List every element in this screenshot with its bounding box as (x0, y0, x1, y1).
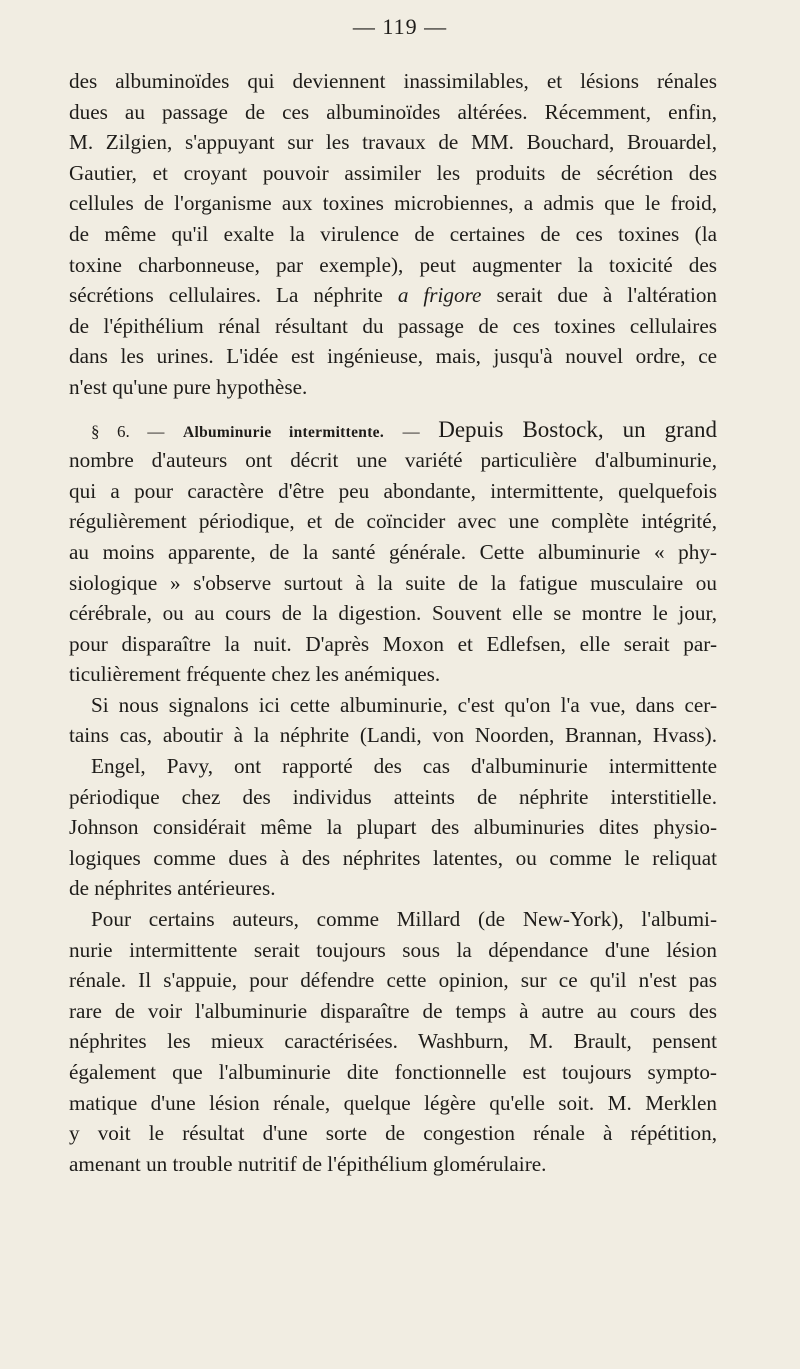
text-line: logiques comme dues à des néphrites latentes, ou comme le reliquat (69, 845, 717, 870)
text-line: matique d'une lésion rénale, quelque légère qu'elle soit. M. Merklen (69, 1090, 717, 1115)
text-line: dues au passage de ces albuminoïdes altérées. Récemment, enfin, (69, 99, 717, 124)
text-segment: serait due à l'altération (496, 283, 717, 308)
page-number: — 119 — (352, 14, 448, 39)
text-line: nurie intermittente serait toujours sous la dépendance d'une lésion (69, 937, 717, 962)
text-line: Johnson considérait même la plupart des albuminuries dites physio- (69, 815, 717, 840)
text-line: néphrites les mieux caractérisées. Washburn, M. Brault, pensent (69, 1029, 717, 1054)
text-line: pour disparaître la nuit. D'après Moxon et Edlefsen, elle serait par- (69, 631, 717, 656)
text-line: y voit le résultat d'une sorte de congestion rénale à répétition, (69, 1121, 717, 1146)
text-line: siologique » s'observe surtout à la suite de la fatigue musculaire ou (69, 570, 717, 595)
section-number: § 6. — (91, 421, 165, 441)
text-line: au moins apparente, de la santé générale. Cette albuminurie « phy- (69, 539, 717, 564)
text-line: régulièrement périodique, et de coïncider avec une complète intégrité, (69, 509, 717, 534)
text-line: de néphrites antérieures. (69, 876, 276, 901)
text-line: toxine charbonneuse, par exemple), peut augmenter la toxicité des (69, 252, 717, 277)
paragraph-4 (69, 904, 717, 1179)
text-line (69, 280, 717, 311)
text-line: Engel, Pavy, ont rapporté des cas d'albuminurie intermittente (91, 754, 717, 779)
text-line: Pour certains auteurs, comme Millard (de New-York), l'albumi- (91, 907, 717, 932)
text-line: périodique chez des individus atteints de néphrite interstitielle. (69, 784, 717, 809)
text-line: n'est qu'une pure hypothèse. (69, 374, 308, 399)
text-line: tains cas, aboutir à la néphrite (Landi, von Noorden, Brannan, Hvass). (69, 723, 717, 748)
text-line: rare de voir l'albuminurie disparaître de temps à autre au cours des (69, 998, 717, 1023)
section-6 (69, 415, 717, 690)
latin-term: a frigore (397, 283, 482, 308)
text-line: cellules de l'organisme aux toxines microbiennes, a admis que le froid, (69, 191, 717, 216)
text-line: dans les urines. L'idée est ingénieuse, mais, jusqu'à nouvel ordre, ce (69, 344, 717, 369)
body-text (69, 66, 717, 1179)
text-segment: Depuis Bostock, un grand (438, 416, 717, 442)
section-heading-line (69, 415, 717, 446)
text-line: Si nous signalons ici cette albuminurie, c'est qu'on l'a vue, dans cer- (91, 692, 717, 717)
text-line: qui a pour caractère d'être peu abondante, intermittente, quelquefois (69, 478, 717, 503)
text-segment: sécrétions cellulaires. La néphrite (69, 283, 383, 308)
text-line: rénale. Il s'appuie, pour défendre cette opinion, sur ce qu'il n'est pas (69, 968, 717, 993)
text-line: également que l'albuminurie dite fonctionnelle est toujours sympto- (69, 1060, 717, 1084)
text-line: cérébrale, ou au cours de la digestion. Souvent elle se montre le jour, (69, 601, 717, 626)
paragraph-3 (69, 690, 717, 904)
section-dash: — (402, 421, 420, 441)
text-line: nombre d'auteurs ont décrit une variété particulière d'albuminurie, (69, 448, 717, 473)
text-line: amenant un trouble nutritif de l'épithélium glomérulaire. (69, 1151, 547, 1176)
text-line: M. Zilgien, s'appuyant sur les travaux de MM. Bouchard, Brouardel, (69, 130, 717, 155)
text-line: de même qu'il exalte la virulence de certaines de ces toxines (la (69, 221, 717, 246)
text-line: des albuminoïdes qui deviennent inassimilables, et lésions rénales (69, 69, 717, 93)
text-line: Gautier, et croyant pouvoir assimiler les produits de sécrétion des (69, 160, 717, 185)
text-line: de l'épithélium rénal résultant du passage de ces toxines cellulaires (69, 313, 717, 338)
paragraph-1 (69, 66, 717, 403)
text-line: ticulièrement fréquente chez les anémiques. (69, 662, 441, 687)
section-title: Albuminurie intermittente. (182, 423, 385, 441)
